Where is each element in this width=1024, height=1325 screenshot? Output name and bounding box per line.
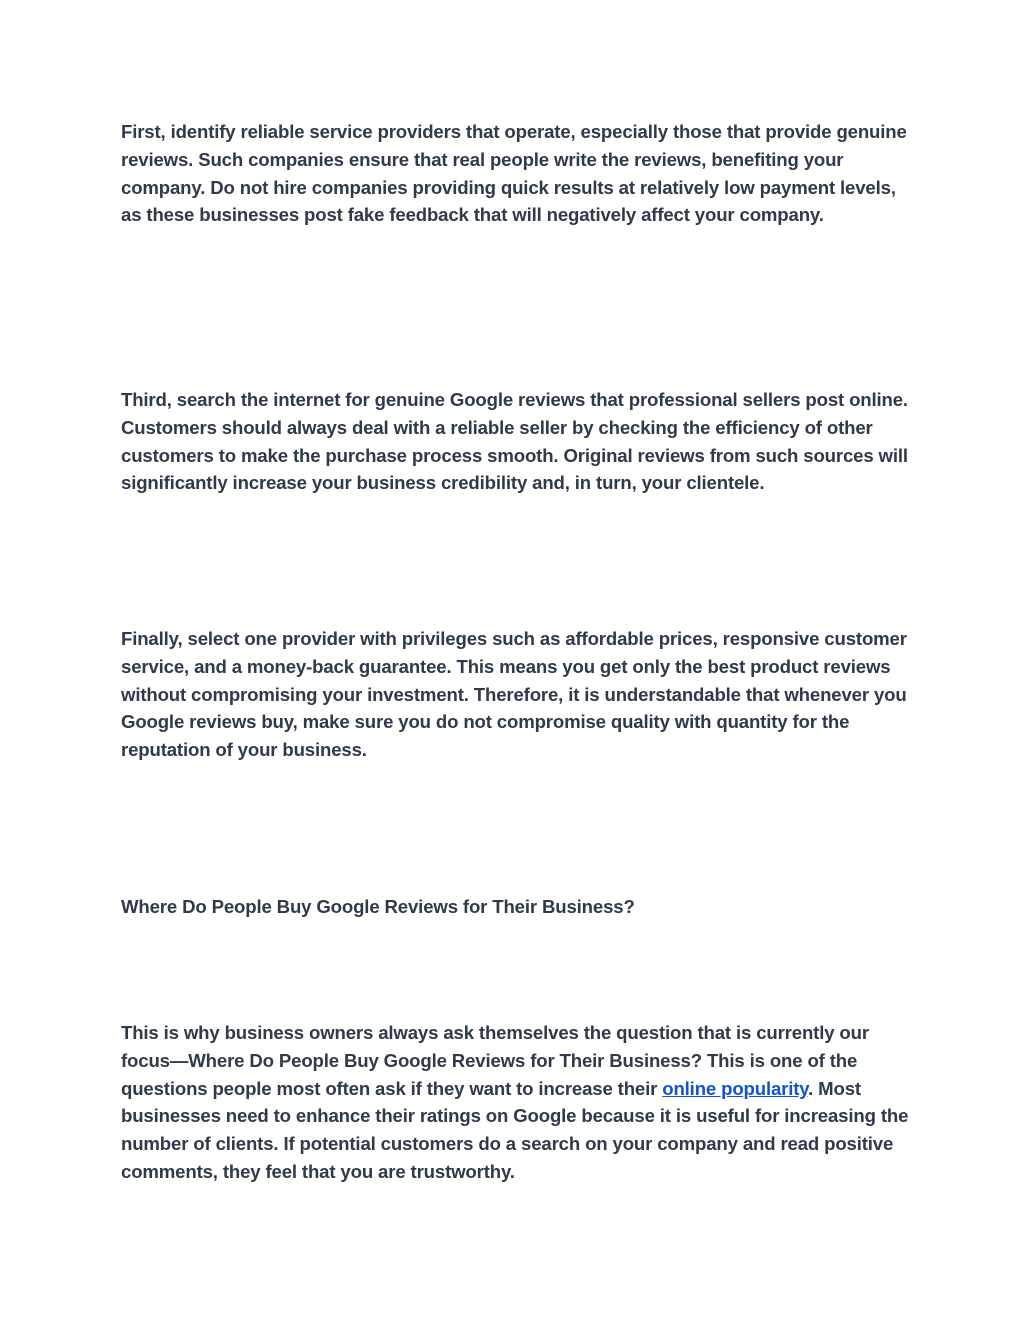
online-popularity-link[interactable]: online popularity: [662, 1077, 809, 1099]
paragraph-reliable-providers: First, identify reliable service providers that operate, especially those that provide genuine reviews. Such companies ensure that real people write the reviews, benefiting your company. Do not hire companies providing quick results at relatively low payment levels, as these businesses post fake feedback that will negatively affect your company.: [121, 121, 907, 226]
paragraph-select-provider: Finally, select one provider with privileges such as affordable prices, responsive customer service, and a money-back guarantee. This means you get only the best product reviews without compromising your investment. Therefore, it is understandable that whenever you Google reviews buy, make sure you do not compromise quality with quantity for the reputation of your business.: [121, 628, 907, 761]
section-heading: Where Do People Buy Google Reviews for Their Business?: [121, 896, 635, 917]
paragraph-search-internet: Third, search the internet for genuine Google reviews that professional sellers post online. Customers should always deal with a reliable seller by checking the efficiency of other customers to make the purchase process smooth. Original reviews from such sources will significantly increase your business credibility and, in turn, your clientele.: [121, 389, 908, 494]
paragraph-text-before-link: This is why business owners always ask themselves the question that is currently our focus—Where Do People Buy Google Reviews for Their Business? This is one of the questions people most often ask if they want to increase their: [121, 1022, 869, 1099]
paragraph-text-after-link: . Most businesses need to enhance their ratings on Google because it is useful for increasing the number of clients. If potential customers do a search on your company and read positive comments, they feel that you are trustworthy.: [121, 1077, 909, 1182]
paragraph-business-owners: [121, 1019, 911, 1186]
